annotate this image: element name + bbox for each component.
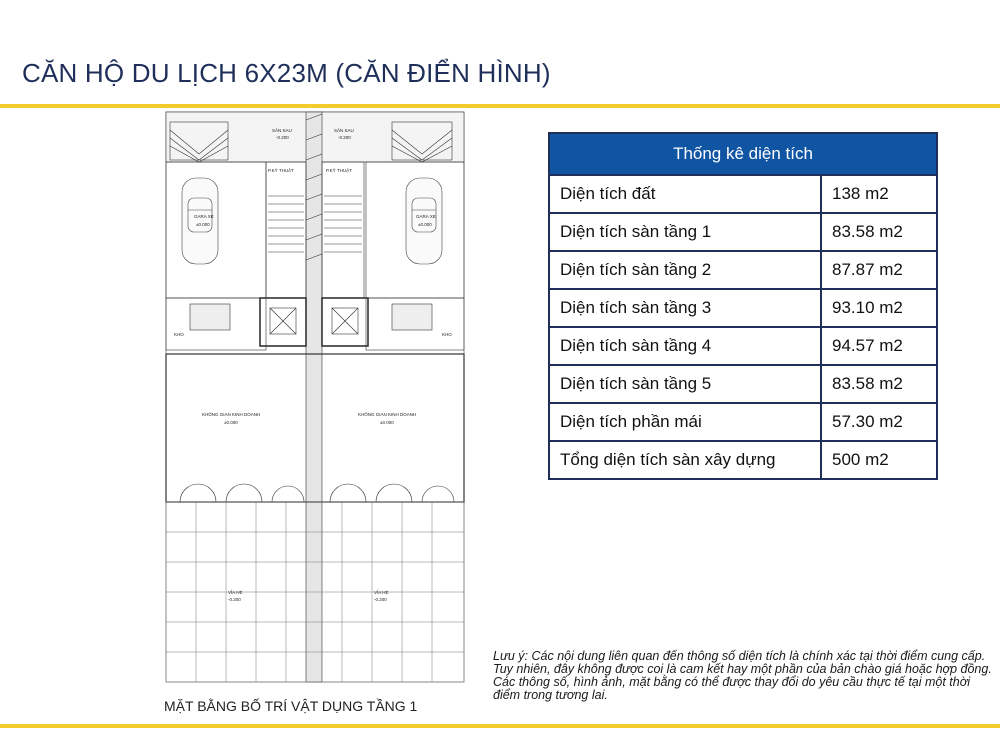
car-left xyxy=(182,178,218,264)
row-value: 83.58 m2 xyxy=(821,365,937,403)
table-row xyxy=(549,175,937,213)
sidewalk-label-left: VỈA HÈ xyxy=(228,590,243,595)
row-value: 83.58 m2 xyxy=(821,213,937,251)
disclaimer-note: Lưu ý: Các nội dung liên quan đến thông số diện tích là chính xác tại thời điểm cung cấp. Tuy nhiên, đây không được coi là cam kết hay một phần của bản chào giá hoặc hợp đồng. Các thông số, hình ảnh, mặt bằng có thể được thay đổi do yêu cầu thực tế tại một thời điểm trong tương lai. xyxy=(493,649,992,702)
garage-label-right: GARA XE xyxy=(416,214,436,219)
row-label: Tổng diện tích sàn xây dựng xyxy=(549,441,821,479)
back-yard-label-left: SÂN SAU xyxy=(272,128,292,133)
row-value: 94.57 m2 xyxy=(821,327,937,365)
row-label: Diện tích phần mái xyxy=(549,403,821,441)
row-label: Diện tích sàn tầng 5 xyxy=(549,365,821,403)
row-value: 138 m2 xyxy=(821,175,937,213)
top-accent-rule xyxy=(0,104,1000,108)
garage-level-left: ±0.000 xyxy=(196,222,210,227)
row-value: 93.10 m2 xyxy=(821,289,937,327)
business-space-label-right: KHÔNG GIAN KINH DOANH xyxy=(358,412,417,417)
row-label: Diện tích đất xyxy=(549,175,821,213)
tech-room-label-right: P.KỸ THUẬT xyxy=(326,168,352,173)
floor-plan xyxy=(160,110,472,690)
table-row xyxy=(549,289,937,327)
back-yard-label-right: SÂN SAU xyxy=(334,128,354,133)
row-label: Diện tích sàn tầng 3 xyxy=(549,289,821,327)
plan-caption: MẶT BẰNG BỐ TRÍ VẬT DỤNG TẦNG 1 xyxy=(164,698,418,714)
sidewalk-level-left: -0.200 xyxy=(228,597,241,602)
sidewalk-level-right: -0.200 xyxy=(374,597,387,602)
garage-level-right: ±0.000 xyxy=(418,222,432,227)
page-title: CĂN HỘ DU LỊCH 6X23M (CĂN ĐIỂN HÌNH) xyxy=(22,58,551,88)
garage-label-left: GARA XE xyxy=(194,214,214,219)
row-value: 57.30 m2 xyxy=(821,403,937,441)
table-row xyxy=(549,213,937,251)
table-row xyxy=(549,441,937,479)
business-space-level-left: ±0.000 xyxy=(224,420,238,425)
table-row xyxy=(549,327,937,365)
back-yard-level-left: -0.200 xyxy=(276,135,289,140)
bottom-accent-rule xyxy=(0,724,1000,728)
car-right xyxy=(406,178,442,264)
table-row xyxy=(549,403,937,441)
store-label-right: KHO xyxy=(442,332,452,337)
row-label: Diện tích sàn tầng 2 xyxy=(549,251,821,289)
table-row xyxy=(549,365,937,403)
business-space-label-left: KHÔNG GIAN KINH DOANH xyxy=(202,412,261,417)
row-label: Diện tích sàn tầng 1 xyxy=(549,213,821,251)
store-label-left: KHO xyxy=(174,332,184,337)
table-row xyxy=(549,251,937,289)
tech-room-label-left: P.KỸ THUẬT xyxy=(268,168,294,173)
area-stats-table xyxy=(548,132,938,480)
table-header-row xyxy=(549,133,937,175)
table-header: Thống kê diện tích xyxy=(549,133,937,175)
row-label: Diện tích sàn tầng 4 xyxy=(549,327,821,365)
row-value: 500 m2 xyxy=(821,441,937,479)
row-value: 87.87 m2 xyxy=(821,251,937,289)
back-yard-level-right: -0.200 xyxy=(338,135,351,140)
sidewalk-label-right: VỈA HÈ xyxy=(374,590,389,595)
business-space-level-right: ±0.000 xyxy=(380,420,394,425)
